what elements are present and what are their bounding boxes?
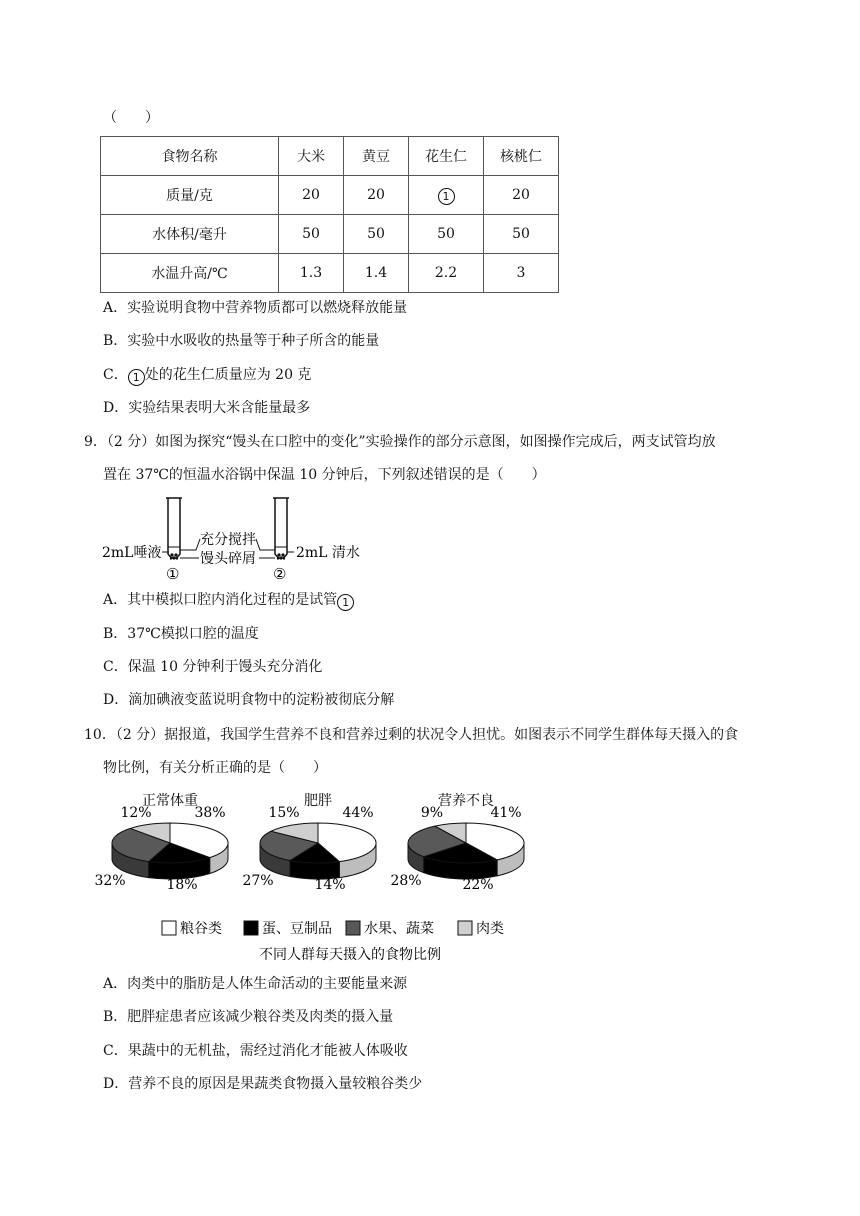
circled-number: 1 <box>337 594 354 611</box>
table-row <box>101 254 559 293</box>
pie-data-label: 32% <box>94 873 126 889</box>
table-cell: 大米 <box>279 137 344 176</box>
stir-label: 充分搅拌 <box>200 532 256 548</box>
pie-data-label: 38% <box>194 805 226 821</box>
food-ratio-pie-charts <box>94 785 540 965</box>
pie-title: 正常体重 <box>142 793 198 809</box>
table-cell: 水体积/毫升 <box>101 215 279 254</box>
option-prefix: C． <box>103 367 128 383</box>
q8-answer-paren: （ ） <box>103 110 159 126</box>
pie-data-label: 41% <box>490 805 522 821</box>
table-cell: 50 <box>279 215 344 254</box>
q8-option-a[interactable]: A．实验说明食物中营养物质都可以燃烧释放能量 <box>103 300 408 316</box>
pie-data-label: 14% <box>314 877 346 893</box>
q9-option-d[interactable]: D．滴加碘液变蓝说明食物中的淀粉被彻底分解 <box>103 692 395 708</box>
q10-option-d[interactable]: D．营养不良的原因是果蔬类食物摄入量较粮谷类少 <box>103 1076 423 1092</box>
q8-option-b[interactable]: B．实验中水吸收的热量等于种子所含的能量 <box>103 333 380 349</box>
option-text: 处的花生仁质量应为 20 克 <box>144 367 312 383</box>
q8-option-c[interactable] <box>103 365 311 386</box>
pie-data-label: 28% <box>390 873 422 889</box>
pie-data-label: 18% <box>166 877 198 893</box>
blank-marker: 1 <box>438 188 455 205</box>
pie-chart-1 <box>94 792 228 893</box>
pie-chart-3 <box>390 792 524 893</box>
table-cell: 3 <box>484 254 559 293</box>
q9-option-c[interactable]: C．保温 10 分钟利于馒头充分消化 <box>103 659 323 675</box>
pie-title: 肥胖 <box>304 793 332 809</box>
pie-legend <box>162 920 504 937</box>
table-cell: 50 <box>409 215 484 254</box>
legend-swatch <box>458 921 472 935</box>
legend-label: 粮谷类 <box>180 921 222 937</box>
q10-stem-line1: 10．（2 分）据报道，我国学生营养不良和营养过剩的状况令人担忧。如图表示不同学生群体每天摄入的食 <box>84 727 739 743</box>
tube-1-number: ① <box>166 565 180 583</box>
table-cell: 质量/克 <box>101 176 279 215</box>
legend-label: 水果、蔬菜 <box>364 921 434 937</box>
tube-2-number: ② <box>273 565 287 583</box>
chart-caption: 不同人群每天摄入的食物比例 <box>259 947 441 963</box>
food-energy-table <box>100 136 559 293</box>
q10-option-b[interactable]: B．肥胖症患者应该减少粮谷类及肉类的摄入量 <box>103 1009 394 1025</box>
pie-data-label: 15% <box>268 805 300 821</box>
test-tube-2 <box>273 498 289 560</box>
test-tube-1 <box>166 498 182 560</box>
pie-data-label: 12% <box>120 805 152 821</box>
option-text: A．其中模拟口腔内消化过程的是试管 <box>103 592 338 608</box>
pie-data-label: 9% <box>420 805 444 821</box>
q10-option-c[interactable]: C．果蔬中的无机盐，需经过消化才能被人体吸收 <box>103 1043 408 1059</box>
saliva-label: 2mL唾液 <box>102 545 162 561</box>
circled-number: 1 <box>128 369 145 386</box>
q9-stem-line2: 置在 37℃的恒温水浴锅中保温 10 分钟后，下列叙述错误的是（ ） <box>103 467 546 483</box>
table-cell: 水温升高/℃ <box>101 254 279 293</box>
table-cell <box>409 176 484 215</box>
pie-chart-2 <box>242 793 376 893</box>
legend-swatch <box>346 921 360 935</box>
table-cell: 核桃仁 <box>484 137 559 176</box>
q9-option-b[interactable]: B．37℃模拟口腔的温度 <box>103 626 259 642</box>
table-cell: 20 <box>484 176 559 215</box>
legend-swatch <box>244 921 258 935</box>
pie-data-label: 22% <box>462 877 494 893</box>
table-cell: 50 <box>344 215 409 254</box>
pie-title: 营养不良 <box>438 793 494 809</box>
legend-label: 肉类 <box>476 921 504 937</box>
table-cell: 20 <box>279 176 344 215</box>
table-cell: 2.2 <box>409 254 484 293</box>
table-row <box>101 215 559 254</box>
test-tube-figure <box>100 495 360 585</box>
pie-data-label: 27% <box>242 873 274 889</box>
table-cell: 1.4 <box>344 254 409 293</box>
table-row <box>101 176 559 215</box>
water-label: 2mL 清水 <box>296 545 360 561</box>
q8-option-d[interactable]: D．实验结果表明大米含能量最多 <box>103 400 311 416</box>
crumbs-label: 馒头碎屑 <box>200 551 256 567</box>
legend-label: 蛋、豆制品 <box>262 921 332 937</box>
q10-stem-line2: 物比例，有关分析正确的是（ ） <box>103 760 327 776</box>
table-cell: 1.3 <box>279 254 344 293</box>
q9-option-a[interactable] <box>103 590 354 611</box>
table-header-row <box>101 137 559 176</box>
table-cell: 食物名称 <box>101 137 279 176</box>
table-cell: 花生仁 <box>409 137 484 176</box>
q10-option-a[interactable]: A．肉类中的脂肪是人体生命活动的主要能量来源 <box>103 976 408 992</box>
pie-data-label: 44% <box>342 805 374 821</box>
q9-stem-line1: 9．（2 分）如图为探究“馒头在口腔中的变化”实验操作的部分示意图，如图操作完成后，两支试管均放 <box>84 434 716 450</box>
table-cell: 20 <box>344 176 409 215</box>
table-cell: 50 <box>484 215 559 254</box>
table-cell: 黄豆 <box>344 137 409 176</box>
legend-swatch <box>162 921 176 935</box>
